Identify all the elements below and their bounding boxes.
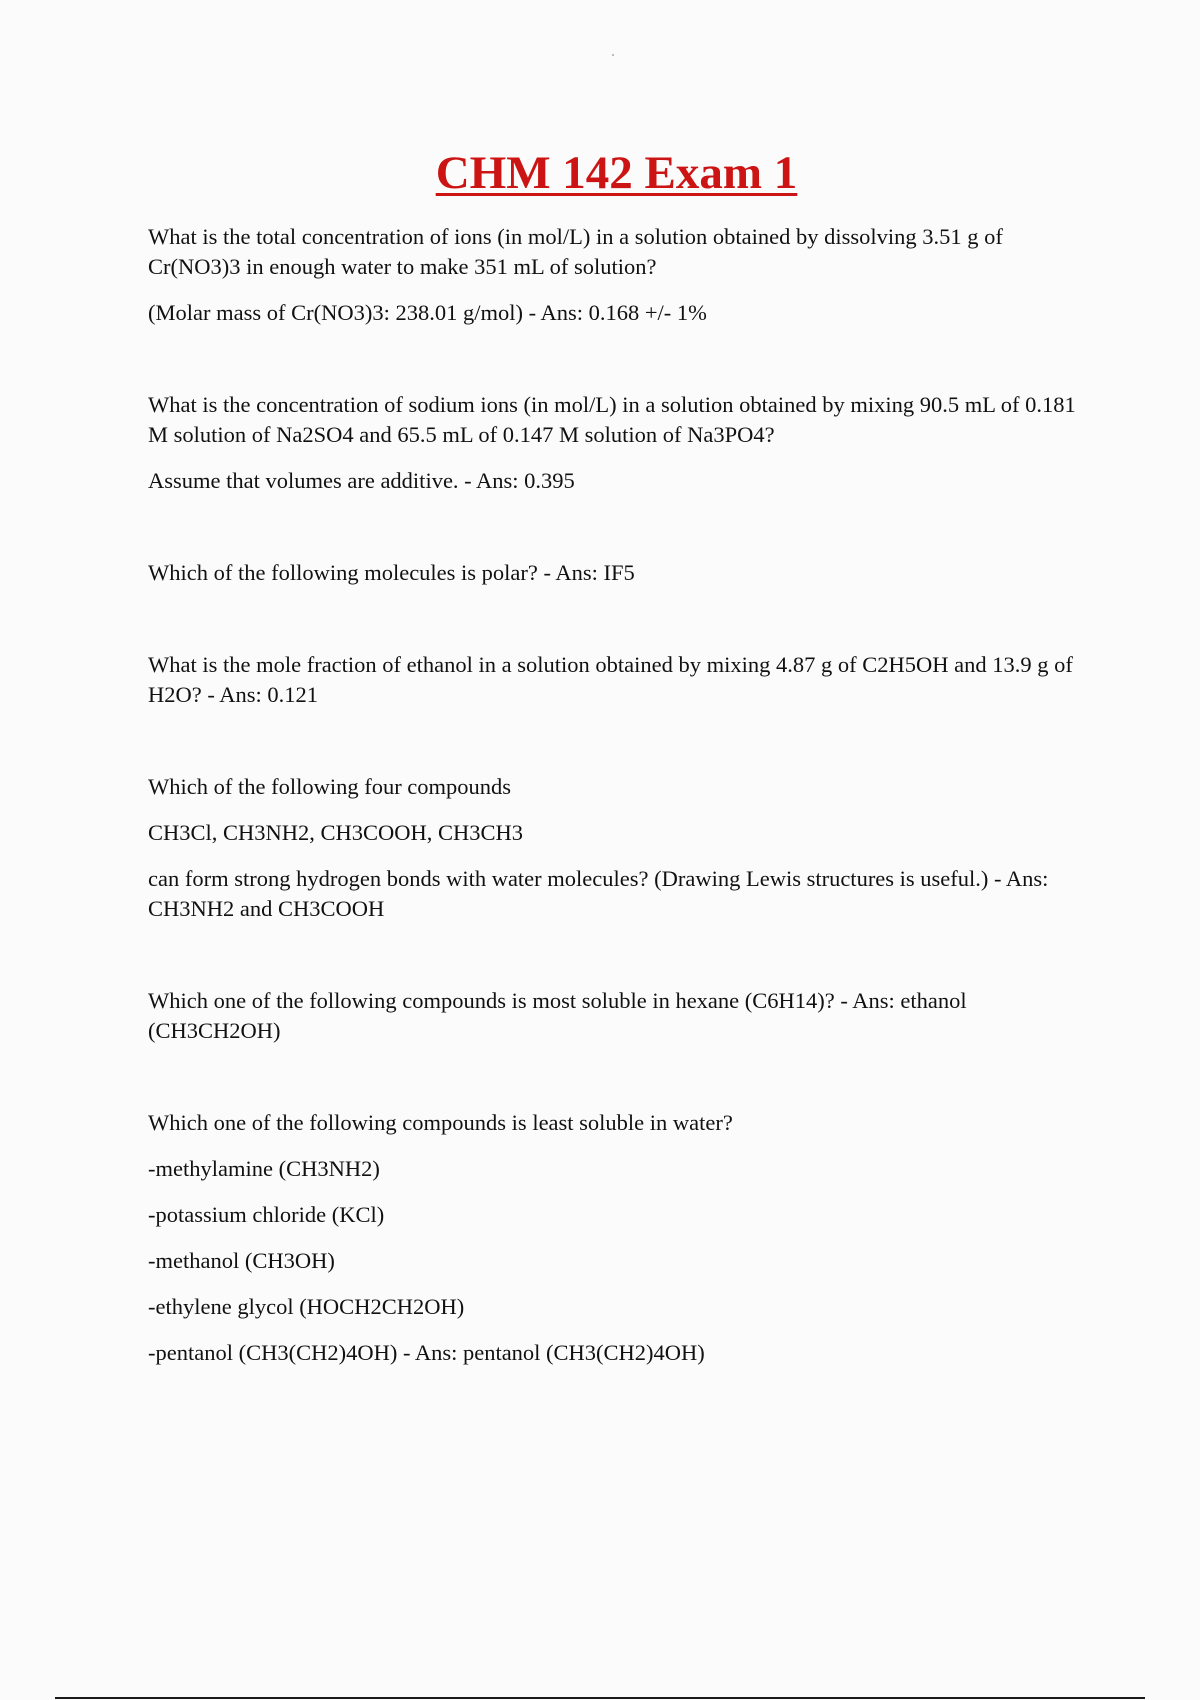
question-1-answer: (Molar mass of Cr(NO3)3: 238.01 g/mol) - Ans: 0.168 +/- 1% (148, 300, 707, 325)
question-2-answer: Assume that volumes are additive. - Ans: 0.395 (148, 468, 575, 493)
question-7-option: -potassium chloride (KCl) (148, 1202, 385, 1227)
question-7-option: -methanol (CH3OH) (148, 1248, 335, 1273)
question-5-intro: Which of the following four compounds (148, 774, 512, 799)
question-5-answer: can form strong hydrogen bonds with water molecules? (Drawing Lewis structures is useful.) - Ans: CH3NH2 and CH3COOH (148, 866, 1049, 921)
scan-speck (612, 54, 614, 56)
question-7-option: -ethylene glycol (HOCH2CH2OH) (148, 1294, 465, 1319)
question-3: Which of the following molecules is polar? - Ans: IF5 (148, 560, 635, 585)
question-6: Which one of the following compounds is most soluble in hexane (C6H14)? - Ans: ethanol (CH3CH2OH) (148, 988, 967, 1043)
page-title (0, 147, 1200, 199)
question-7-option: -methylamine (CH3NH2) (148, 1156, 380, 1181)
question-2-text: What is the concentration of sodium ions (in mol/L) in a solution obtained by mixing 90.5 mL of 0.181 M solution of Na2SO4 and 65.5 mL of 0.147 M solution of Na3PO4? (148, 392, 1076, 447)
question-5-compounds: CH3Cl, CH3NH2, CH3COOH, CH3CH3 (148, 820, 524, 845)
page-title-text: CHM 142 Exam 1 (435, 147, 798, 199)
question-list (148, 222, 1088, 1368)
question-7-option-answer: -pentanol (CH3(CH2)4OH) - Ans: pentanol (CH3(CH2)4OH) (148, 1340, 705, 1365)
question-1-text: What is the total concentration of ions (in mol/L) in a solution obtained by dissolving 3.51 g of Cr(NO3)3 in enough water to make 351 mL of solution? (148, 224, 1003, 279)
question-4: What is the mole fraction of ethanol in a solution obtained by mixing 4.87 g of C2H5OH and 13.9 g of H2O? - Ans: 0.121 (148, 652, 1073, 707)
bottom-divider (55, 1697, 1145, 1699)
question-7-text: Which one of the following compounds is least soluble in water? (148, 1110, 733, 1135)
